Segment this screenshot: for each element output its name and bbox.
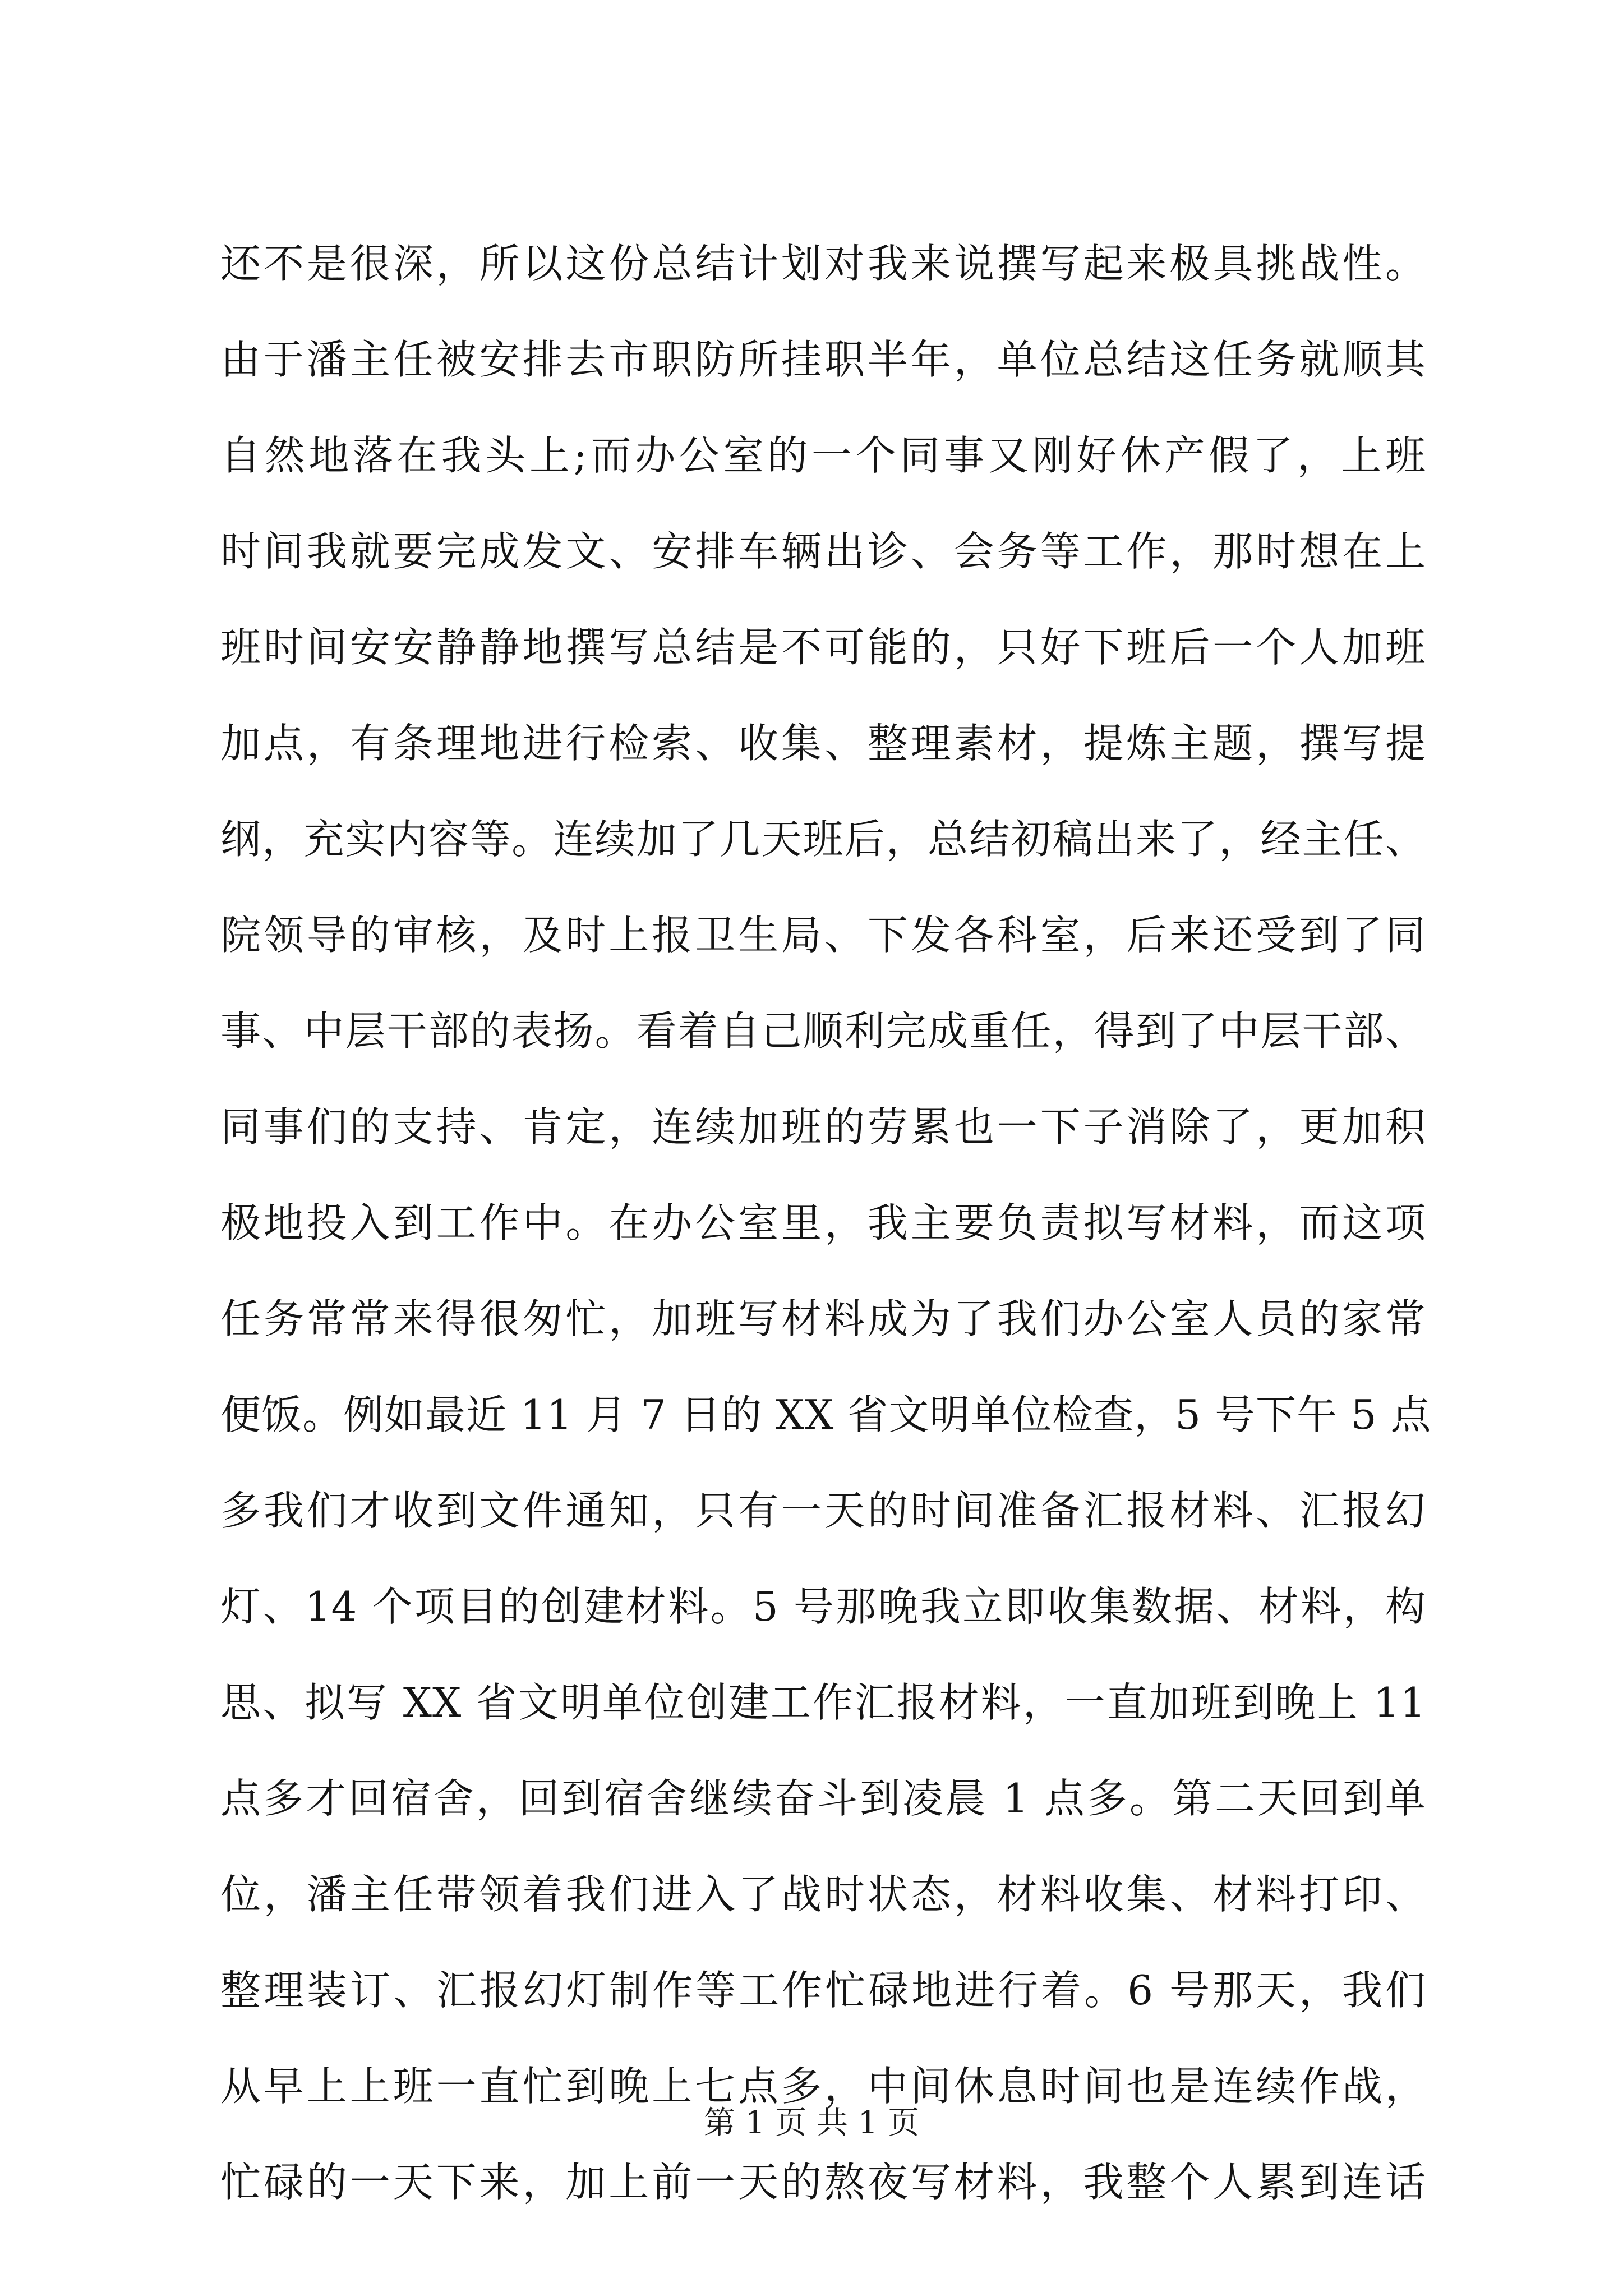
text-line: 便饭。例如最近 11 月 7 日的 XX 省文明单位检查，5 号下午 5 点 [220, 1391, 1432, 1438]
text-line: 极地投入到工作中。在办公室里，我主要负责拟写材料，而这项 [220, 1199, 1426, 1246]
text-line: 同事们的支持、肯定，连续加班的劳累也一下子消除了，更加积 [220, 1103, 1426, 1151]
text-line: 从早上上班一直忙到晚上七点多，中间休息时间也是连续作战， [220, 2063, 1426, 2110]
text-line: 忙碌的一天下来，加上前一天的熬夜写材料，我整个人累到连话 [220, 2159, 1426, 2206]
text-line: 位，潘主任带领着我们进入了战时状态，材料收集、材料打印、 [220, 1871, 1426, 1918]
text-line: 整理装订、汇报幻灯制作等工作忙碌地进行着。6 号那天，我们 [220, 1967, 1426, 2014]
text-line: 时间我就要完成发文、安排车辆出诊、会务等工作，那时想在上 [220, 528, 1426, 575]
text-line: 点多才回宿舍，回到宿舍继续奋斗到凌晨 1 点多。第二天回到单 [220, 1775, 1426, 1822]
text-line: 任务常常来得很匆忙，加班写材料成为了我们办公室人员的家常 [220, 1295, 1426, 1342]
text-line: 还不是很深，所以这份总结计划对我来说撰写起来极具挑战性。 [220, 240, 1426, 287]
page-footer: 第 1 页 共 1 页 [703, 2105, 920, 2141]
text-line: 思、拟写 XX 省文明单位创建工作汇报材料，一直加班到晚上 11 [220, 1679, 1426, 1726]
text-line: 班时间安安静静地撰写总结是不可能的，只好下班后一个人加班 [220, 624, 1426, 671]
text-line: 由于潘主任被安排去市职防所挂职半年，单位总结这任务就顺其 [220, 336, 1426, 383]
text-line: 加点，有条理地进行检索、收集、整理素材，提炼主题，撰写提 [220, 720, 1426, 767]
text-line: 自然地落在我头上;而办公室的一个同事又刚好休产假了，上班 [220, 432, 1426, 479]
text-line: 多我们才收到文件通知，只有一天的时间准备汇报材料、汇报幻 [220, 1487, 1426, 1534]
text-line: 纲，充实内容等。连续加了几天班后，总结初稿出来了，经主任、 [220, 816, 1426, 863]
text-line: 灯、14 个项目的创建材料。5 号那晚我立即收集数据、材料，构 [220, 1583, 1426, 1630]
text-line: 院领导的审核，及时上报卫生局、下发各科室，后来还受到了同 [220, 912, 1426, 959]
text-line: 事、中层干部的表扬。看着自己顺利完成重任，得到了中层干部、 [220, 1007, 1426, 1055]
